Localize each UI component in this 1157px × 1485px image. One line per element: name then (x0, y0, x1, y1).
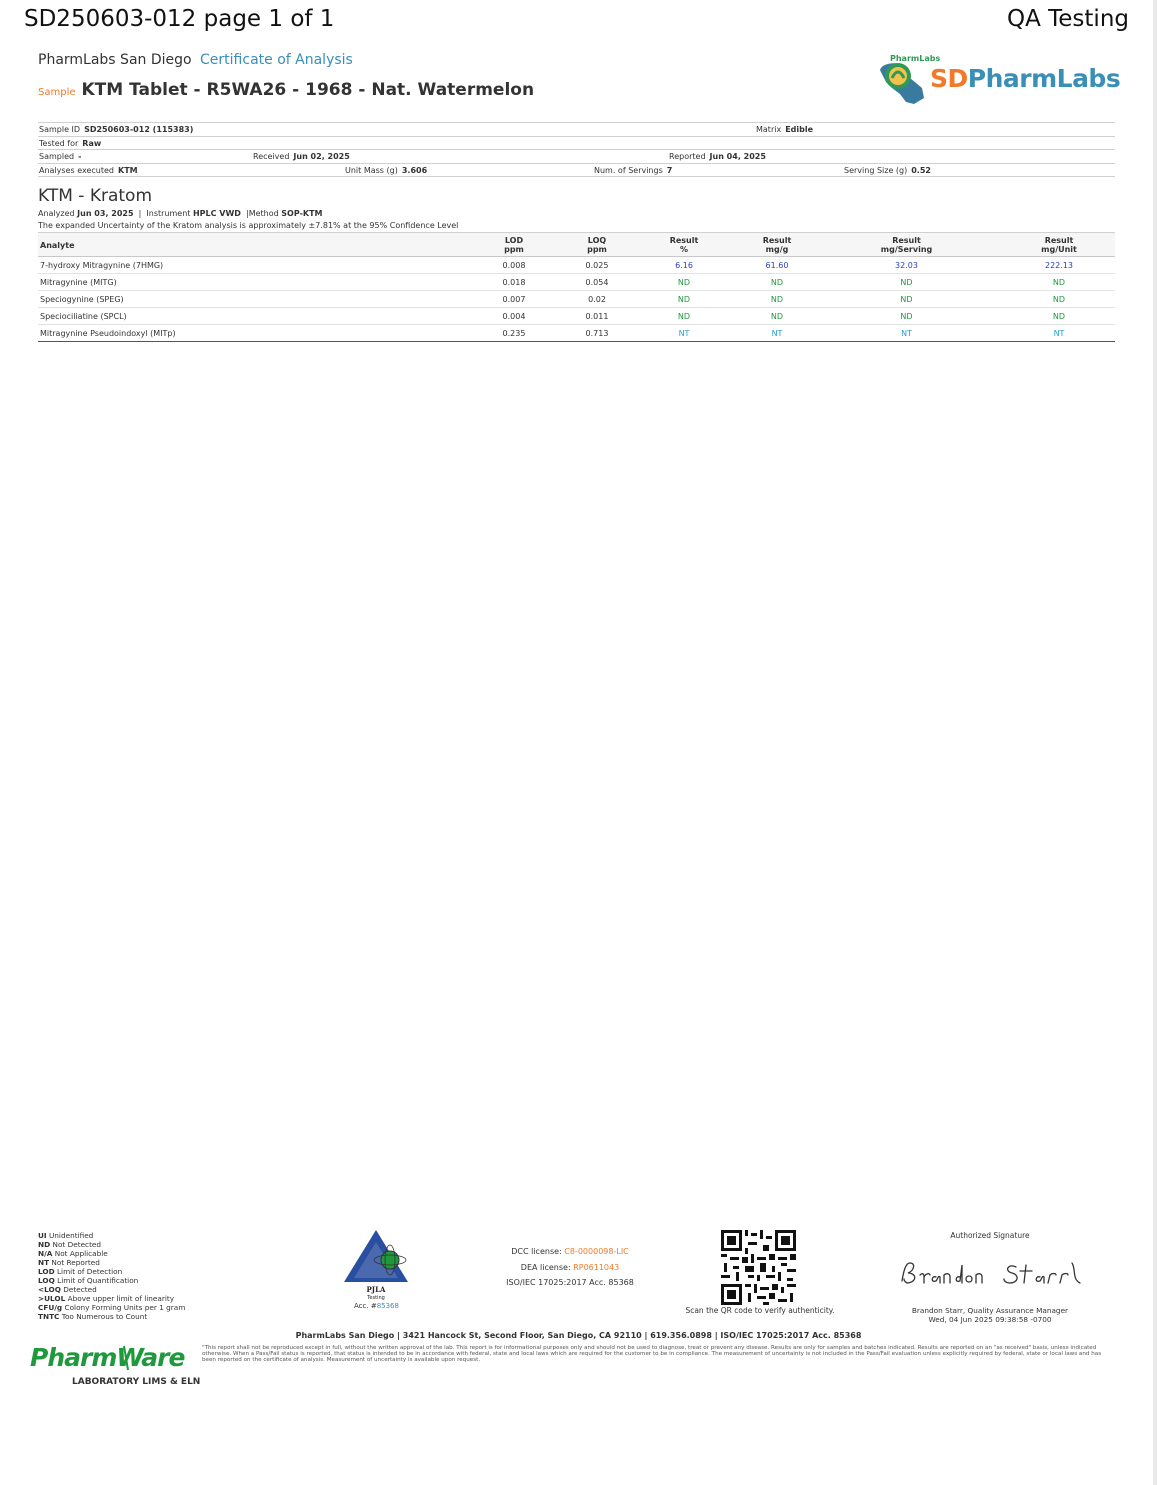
legend-key: CFU/g (38, 1303, 63, 1312)
lab-name: PharmLabs San Diego (38, 52, 192, 68)
result-mgserving-cell: 32.03 (810, 257, 1003, 274)
legend-item (38, 1294, 185, 1303)
column-header (458, 233, 570, 257)
unit-mass-label: Unit Mass (g) (345, 165, 398, 175)
pharmware-logo (30, 1340, 201, 1390)
header-line-2: mg/Unit (1041, 245, 1077, 254)
results-table (38, 232, 1115, 342)
legend-key: NT (38, 1258, 50, 1267)
legend-value: Limit of Quantification (57, 1276, 139, 1285)
received-label: Received (253, 152, 290, 161)
result-mgserving-cell: ND (810, 291, 1003, 308)
legend-key: UI (38, 1231, 47, 1240)
result-mgserving-cell: ND (810, 308, 1003, 325)
info-row-4 (38, 163, 1115, 178)
header-line-2: ppm (587, 245, 607, 254)
dcc-license (495, 1244, 645, 1260)
tested-for-field (39, 139, 101, 148)
analyses-field (39, 166, 138, 175)
disclaimer-text: "This report shall not be reproduced except in full, without the written approval of the lab. This report is for informational purposes only and should not be used to diagnose, treat or prevent any disease. Results are only for samples and batches indicated. Results are reported on an "as received" basis, unless indicated otherwise. When a Pass/Fail status is reported, that status is intended to be in accordance with federal, state and local laws which are required for the customer to be in compliance. The measurement of uncertainty is not included in the Pass/Fail evaluation unless explicitly required by federal, state or local laws and has been reported on the certificate of analysis. Measurement of uncertainty is available upon request. (202, 1345, 1102, 1364)
reported-value: Jun 04, 2025 (709, 152, 766, 161)
lod-cell: 0.008 (458, 257, 570, 274)
result-percent-cell: 6.16 (624, 257, 744, 274)
analyte-cell: Mitragynine Pseudoindoxyl (MITp) (38, 325, 458, 342)
result-percent-cell: NT (624, 325, 744, 342)
table-row (38, 325, 1115, 342)
legend-key: N/A (38, 1249, 53, 1258)
instrument-label: Instrument (146, 209, 191, 218)
sampled-value: - (78, 152, 82, 161)
legend-key: TNTC (38, 1312, 60, 1321)
abbreviation-legend (38, 1231, 185, 1321)
sample-header (38, 80, 534, 100)
header-line-1: LOQ (587, 236, 607, 245)
method-value: SOP-KTM (281, 209, 323, 218)
uncertainty-note: The expanded Uncertainty of the Kratom analysis is approximately ±7.81% at the 95% Confidence Level (38, 221, 459, 230)
legend-item (38, 1231, 185, 1240)
result-mgunit-cell: 222.13 (1003, 257, 1115, 274)
result-mgserving-cell: ND (810, 274, 1003, 291)
logo-arc-text: PharmLabs (890, 54, 941, 63)
sdpharmlabs-logo (870, 52, 1120, 110)
pjla-acc-value: 85368 (376, 1302, 399, 1310)
result-percent-cell: ND (624, 291, 744, 308)
instrument-value: HPLC VWD (192, 209, 241, 218)
servings-field (594, 166, 672, 175)
column-header (38, 233, 458, 257)
legend-value: Unidentified (48, 1231, 94, 1240)
logo-wordmark (930, 64, 1120, 93)
legend-item (38, 1267, 185, 1276)
legend-key: <LOQ (38, 1285, 61, 1294)
page-edge (1153, 0, 1157, 1485)
result-mgg-cell: ND (744, 291, 810, 308)
dea-license (495, 1260, 645, 1276)
reported-label: Reported (669, 152, 706, 161)
legend-key: LOD (38, 1267, 55, 1276)
pjla-acc-label: Acc. # (354, 1302, 377, 1310)
column-header (624, 233, 744, 257)
legend-key: LOQ (38, 1276, 55, 1285)
received-value: Jun 02, 2025 (293, 152, 350, 161)
pjla-accreditation-logo (340, 1228, 412, 1312)
info-row-3 (38, 149, 1115, 163)
dea-value: RP0611043 (573, 1262, 620, 1272)
legend-item (38, 1240, 185, 1249)
unit-mass-field (345, 166, 427, 175)
sampled-label: Sampled (39, 152, 75, 161)
result-mgunit-cell: ND (1003, 308, 1115, 325)
signer-block (890, 1306, 1090, 1324)
column-header (1003, 233, 1115, 257)
analyzed-label: Analyzed (38, 209, 75, 218)
authorized-signature-label: Authorized Signature (950, 1231, 1030, 1240)
header-line-1: Result (669, 236, 699, 245)
loq-cell: 0.02 (570, 291, 624, 308)
analyzed-value: Jun 03, 2025 (77, 209, 134, 218)
info-row-2 (38, 136, 1115, 150)
legend-value: Above upper limit of linearity (67, 1294, 175, 1303)
loq-cell: 0.025 (570, 257, 624, 274)
lod-cell: 0.018 (458, 274, 570, 291)
servings-value: 7 (666, 165, 673, 175)
reported-field (669, 152, 766, 161)
document-type: Certificate of Analysis (200, 52, 353, 68)
table-row (38, 291, 1115, 308)
result-percent-cell: ND (624, 274, 744, 291)
tested-for-value: Raw (82, 138, 102, 148)
loq-cell: 0.011 (570, 308, 624, 325)
table-row (38, 308, 1115, 325)
result-mgunit-cell: ND (1003, 291, 1115, 308)
analysis-meta: Analyzed Jun 03, 2025 | Instrument HPLC VWD |Method SOP-KTM (38, 209, 323, 218)
table-header-row (38, 233, 1115, 257)
legend-item (38, 1303, 185, 1312)
signer-name: Brandon Starr, Quality Assurance Manager (911, 1306, 1069, 1315)
result-percent-cell: ND (624, 308, 744, 325)
legend-item (38, 1285, 185, 1294)
serving-size-value: 0.52 (911, 165, 931, 175)
logo-sd: SD (930, 64, 968, 93)
pharmware-tagline: LABORATORY LIMS & ELN (72, 1377, 201, 1387)
legend-key: ND (38, 1240, 51, 1249)
california-map-logo-icon (870, 52, 941, 110)
pjla-sub: Testing (367, 1295, 385, 1301)
sample-name: KTM Tablet - R5WA26 - 1968 - Nat. Watermelon (81, 80, 535, 100)
sampled-field (39, 152, 81, 161)
qr-caption: Scan the QR code to verify authenticity. (685, 1306, 835, 1315)
header-line-1: Result (892, 236, 921, 245)
pharmware-wordmark: PharmWare (30, 1343, 185, 1372)
column-header (810, 233, 1003, 257)
matrix-label: Matrix (756, 125, 782, 134)
analyte-cell: Speciogynine (SPEG) (38, 291, 458, 308)
analyte-cell: Mitragynine (MITG) (38, 274, 458, 291)
tested-for-label: Tested for (39, 138, 79, 148)
loq-cell: 0.713 (570, 325, 624, 342)
legend-value: Limit of Detection (56, 1267, 123, 1276)
received-field (253, 152, 350, 161)
pjla-accreditation-number (354, 1302, 399, 1310)
header-line-2: % (679, 245, 688, 254)
sample-id-field (39, 125, 193, 134)
handwritten-signature (896, 1255, 1086, 1291)
lod-cell: 0.004 (458, 308, 570, 325)
analyte-cell: 7-hydroxy Mitragynine (7HMG) (38, 257, 458, 274)
column-header (570, 233, 624, 257)
result-mgg-cell: ND (744, 274, 810, 291)
matrix-value: Edible (785, 125, 814, 134)
document-id-title: SD250603-012 page 1 of 1 (24, 6, 335, 32)
header-line-1: Analyte (40, 240, 75, 250)
servings-label: Num. of Servings (594, 165, 663, 175)
legend-value: Colony Forming Units per 1 gram (64, 1303, 186, 1312)
dcc-label: DCC license: (511, 1247, 562, 1256)
logo-pharmlabs: PharmLabs (967, 64, 1121, 93)
result-mgserving-cell: NT (810, 325, 1003, 342)
legend-value: Not Applicable (54, 1249, 108, 1258)
matrix-field (756, 125, 813, 134)
header-line-1: Result (1044, 236, 1074, 245)
legend-key: >ULOL (38, 1294, 66, 1303)
legend-item (38, 1258, 185, 1267)
header-line-1: Result (762, 236, 792, 245)
iso-accreditation: ISO/IEC 17025:2017 Acc. 85368 (506, 1278, 634, 1287)
legend-item (38, 1312, 185, 1321)
unit-mass-value: 3.606 (401, 165, 428, 175)
header-line-2: ppm (504, 245, 524, 254)
signed-at: Wed, 04 Jun 2025 09:38:58 -0700 (928, 1315, 1052, 1324)
serving-size-field (844, 166, 931, 175)
lab-address: PharmLabs San Diego | 3421 Hancock St, Second Floor, San Diego, CA 92110 | 619.356.0898 | ISO/IEC 17025:2017 Acc. 85368 (295, 1331, 862, 1340)
header-line-1: LOD (504, 236, 524, 245)
info-row-1 (38, 122, 1115, 136)
license-block (495, 1244, 645, 1291)
analyte-cell: Speciociliatine (SPCL) (38, 308, 458, 325)
table-row (38, 274, 1115, 291)
sample-info-grid (38, 122, 1115, 177)
method-label: Method (248, 209, 279, 218)
legend-value: Not Detected (52, 1240, 102, 1249)
result-mgunit-cell: NT (1003, 325, 1115, 342)
legend-value: Too Numerous to Count (61, 1312, 148, 1321)
header-line-2: mg/Serving (880, 245, 933, 254)
result-mgg-cell: NT (744, 325, 810, 342)
sample-id-value: SD250603-012 (115383) (84, 125, 194, 134)
result-mgg-cell: 61.60 (744, 257, 810, 274)
pjla-name: PJLA (366, 1285, 386, 1294)
analyses-value: KTM (118, 165, 138, 175)
analyses-label: Analyses executed (39, 165, 114, 175)
legend-item (38, 1276, 185, 1285)
lab-header (38, 52, 353, 68)
section-title: KTM - Kratom (38, 186, 153, 206)
lod-cell: 0.235 (458, 325, 570, 342)
header-line-2: mg/g (765, 245, 789, 254)
qr-code-icon[interactable] (721, 1230, 796, 1305)
result-mgunit-cell: ND (1003, 274, 1115, 291)
dea-label: DEA license: (520, 1262, 571, 1272)
column-header (744, 233, 810, 257)
table-row (38, 257, 1115, 274)
sample-id-label: Sample ID (39, 125, 81, 134)
legend-value: Detected (63, 1285, 97, 1294)
legend-value: Not Reported (51, 1258, 100, 1267)
result-mgg-cell: ND (744, 308, 810, 325)
qa-testing-label: QA Testing (1006, 6, 1129, 32)
legend-item (38, 1249, 185, 1258)
serving-size-label: Serving Size (g) (844, 165, 908, 175)
dcc-value: C8-0000098-LIC (564, 1247, 629, 1256)
lod-cell: 0.007 (458, 291, 570, 308)
loq-cell: 0.054 (570, 274, 624, 291)
sample-tag: Sample (38, 87, 76, 98)
